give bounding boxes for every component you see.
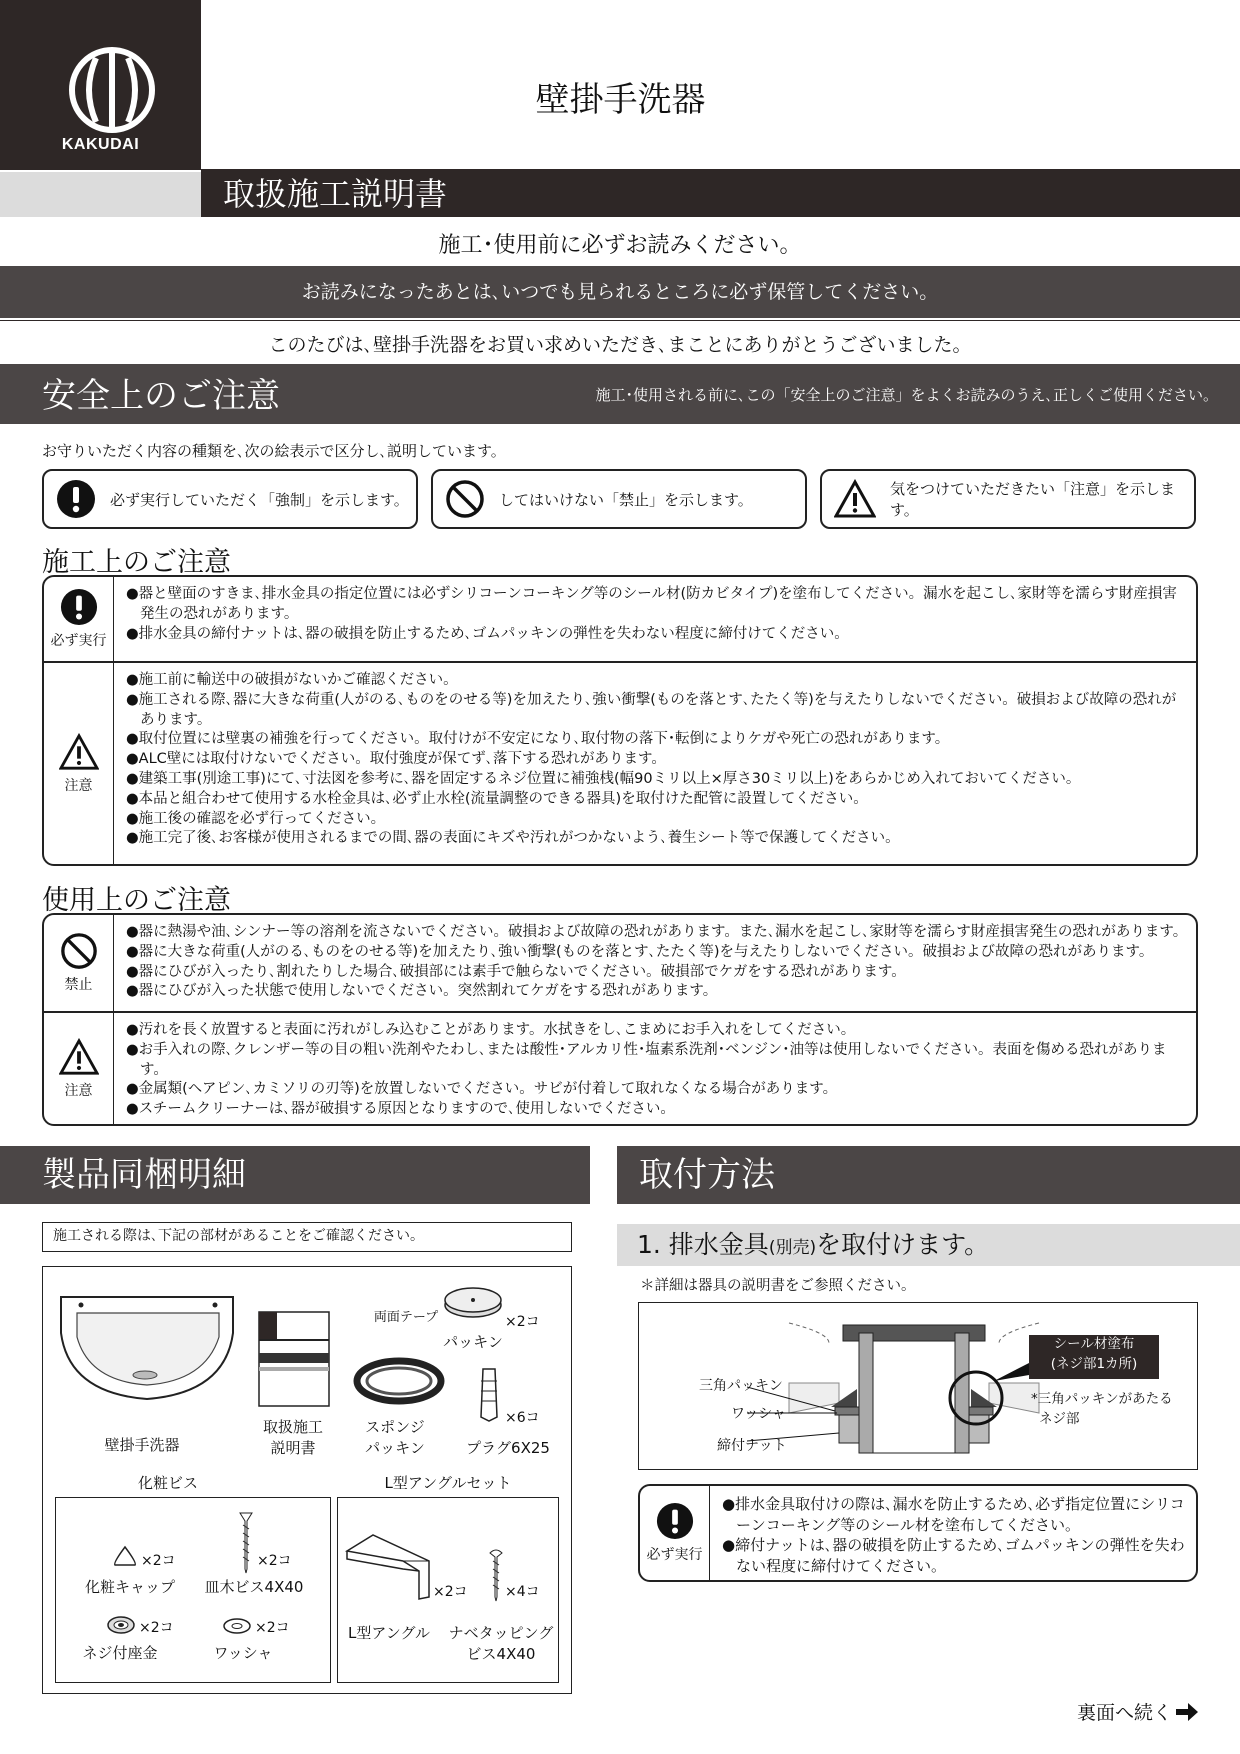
row-icon-cell	[44, 663, 114, 864]
row-icon-cell	[44, 1013, 114, 1124]
divider	[0, 320, 1240, 321]
drain-diagram	[638, 1302, 1198, 1470]
row-text	[710, 1486, 1196, 1580]
sponge-packing-image	[353, 1353, 445, 1409]
angle-qty: ×2コ	[433, 1584, 468, 1600]
tapping-screw-label-line2: ビス4X40	[466, 1645, 536, 1663]
prohibited-icon	[60, 932, 98, 970]
exclamation-circle-icon	[60, 588, 98, 626]
row-icon-label: 禁止	[64, 977, 93, 993]
row-text	[114, 1013, 1196, 1124]
step1-caution-panel	[638, 1484, 1198, 1582]
kakudai-logo-icon	[66, 44, 158, 136]
warning-triangle-icon	[59, 733, 99, 771]
triangle-packing-label: 三角パッキン	[699, 1378, 783, 1394]
legend-caution	[820, 469, 1196, 529]
packing-qty: ×2コ	[505, 1314, 540, 1330]
exclamation-circle-icon	[656, 1502, 694, 1540]
washer-qty: ×2コ	[255, 1620, 290, 1636]
step1-main: 1. 排水金具	[637, 1230, 769, 1259]
seal-label-line2: (ネジ部1カ所)	[1050, 1356, 1138, 1372]
thanks-message: このたびは､壁掛手洗器をお買い求めいただき､まことにありがとうございました。	[268, 334, 972, 356]
tape-label: 両面テープ	[373, 1310, 439, 1325]
parts-note: 施工される際は､下記の部材があることをご確認ください。	[42, 1222, 572, 1252]
legend-mandatory-text: 必ず実行していただく「強制」を示します。	[110, 490, 409, 509]
list-item: ●施工前に輸送中の破損がないかご確認ください。	[126, 672, 458, 688]
cap-qty: ×2コ	[141, 1553, 176, 1569]
tapping-screw-label-line1: ナベタッピング	[448, 1624, 554, 1642]
manual-label-line2: 説明書	[270, 1439, 316, 1457]
list-item: ●施工完了後､お客様が使用されるまでの間､器の表面にキズや汚れがつかないよう､養生シート等で保護してください。	[126, 830, 900, 847]
list-item: ●取付位置には壁裏の補強を行ってください。取付けが不安定になり､取付物の落下･転倒によりケガや死亡の恐れがあります。	[126, 731, 950, 748]
step1-note: ＊詳細は器具の説明書をご参照ください。	[640, 1278, 916, 1294]
seal-note-line1: *三角パッキンがあたる	[1031, 1391, 1173, 1407]
list-item: ●排水金具取付けの際は､漏水を防止するため､必ず指定位置にシリコーンコーキング等のシール材を塗布してください。	[722, 1495, 1185, 1534]
l-angle-image	[343, 1531, 431, 1601]
list-item: ●器に熱湯や油､シンナー等の溶剤を流さないでください。破損および故障の恐れがあります。また､漏水を起こし､家財等を濡らす財産損害発生の恐れがあります。	[126, 924, 1188, 940]
caution-row-prohibited	[44, 915, 1196, 1013]
seat-label: ネジ付座金	[82, 1644, 158, 1662]
list-item: ●お手入れの際､クレンザー等の目の粗い洗剤やたわし､または酸性･アルカリ性･塩素系洗剤･ベンジン･油等は使用しないでください。表面を傷める恐れがあります。	[126, 1041, 1167, 1078]
manual-title: 取扱施工説明書	[201, 172, 1240, 217]
use-cautions-heading: 使用上のご注意	[42, 885, 231, 916]
caution-row-mandatory	[44, 577, 1196, 663]
list-item: ●締付ナットは､器の破損を防止するため､ゴムパッキンの弾性を失わない程度に締付けてください。	[722, 1536, 1185, 1575]
basin-image	[55, 1293, 239, 1403]
read-before-notice: 施工･使用前に必ずお読みください。	[438, 233, 802, 258]
seat-qty: ×2コ	[139, 1620, 174, 1636]
row-text	[114, 663, 1196, 864]
row-icon-cell	[44, 915, 114, 1011]
warning-triangle-icon	[59, 1038, 99, 1076]
row-icon-label: 必ず実行	[50, 633, 107, 649]
prohibited-icon	[445, 479, 485, 519]
step1-heading	[617, 1224, 1240, 1266]
legend-prohibited	[431, 469, 807, 529]
arrow-right-icon	[1176, 1703, 1198, 1721]
list-item: ●金属類(ヘアピン､カミソリの刃等)を放置しないでください。サビが付着して取れなくなる場合があります。	[126, 1081, 838, 1098]
safety-header	[0, 364, 1240, 424]
use-cautions-panel	[42, 913, 1198, 1126]
tapping-screw-image	[489, 1549, 503, 1603]
plug-qty: ×6コ	[505, 1410, 540, 1426]
row-text	[114, 577, 1196, 661]
install-title: 取付方法	[617, 1146, 1240, 1204]
plug-label: プラグ6X25	[466, 1439, 550, 1457]
legend-intro: お守りいただく内容の種類を､次の絵表示で区分し､説明しています。	[42, 442, 506, 460]
manual-label-line1: 取扱施工	[262, 1418, 323, 1436]
list-item: ●器にひびが入ったり､割れたりした場合､破損部には素手で触らないでください。破損部でケガをする恐れがあります。	[126, 963, 906, 980]
parts-box	[42, 1266, 572, 1694]
legend-caution-text: 気をつけていただきたい「注意」を示します。	[890, 480, 1176, 519]
step1-sold-separately: (別売)	[768, 1238, 817, 1258]
dish-screw-label: 皿木ビス4X40	[204, 1578, 304, 1596]
product-title: 壁掛手洗器	[535, 80, 706, 120]
list-item: ●排水金具の締付ナットは､器の破損を防止するため､ゴムパッキンの弾性を失わない程度に締付けてください。	[126, 625, 849, 642]
row-icon-cell	[640, 1486, 710, 1580]
dish-screw-image	[239, 1511, 253, 1575]
row-icon-label: 必ず実行	[646, 1547, 703, 1563]
dish-screw-qty: ×2コ	[257, 1553, 292, 1569]
screw-set-title: 化粧ビス	[137, 1474, 198, 1492]
row-icon-cell	[44, 577, 114, 661]
install-cautions-panel	[42, 575, 1198, 866]
list-item: ●汚れを長く放置すると表面に汚れがしみ込むことがあります。水拭きをし､こまめにお手入れをしてください。	[126, 1022, 856, 1038]
caution-row-caution	[44, 1013, 1196, 1124]
list-item: ●本品と組合わせて使用する水栓金具は､必ず止水栓(流量調整のできる器具)を取付けた配管に設置してください。	[126, 790, 868, 807]
seal-label-line1: シール材塗布	[1053, 1336, 1135, 1352]
manual-bar-accent	[0, 172, 201, 217]
plug-image	[477, 1367, 501, 1423]
continue-text: 裏面へ続く	[1076, 1702, 1172, 1724]
continue-on-back	[1077, 1698, 1198, 1725]
cap-image	[111, 1545, 139, 1567]
seal-note-line2: ネジ部	[1039, 1411, 1080, 1427]
washer-image	[223, 1617, 251, 1635]
manual-booklet-image	[258, 1311, 330, 1407]
sponge-label-line1: スポンジ	[365, 1418, 425, 1436]
basin-label: 壁掛手洗器	[104, 1436, 180, 1454]
warning-triangle-icon	[834, 479, 876, 519]
washer-label: ワッシャ	[731, 1406, 787, 1422]
row-icon-label: 注意	[64, 1082, 93, 1099]
step1-tail: を取付けます。	[816, 1230, 990, 1259]
keep-notice: お読みになったあとは､いつでも見られるところに必ず保管してください。	[0, 266, 1240, 318]
packing-label: パッキン	[443, 1333, 503, 1351]
caution-row-caution	[44, 663, 1196, 864]
safety-title: 安全上のご注意	[42, 376, 280, 416]
angle-set-title: L型アングルセット	[384, 1474, 512, 1492]
list-item: ●器に大きな荷重(人がのる､ものをのせる等)を加えたり､強い衝撃(ものを落とす､たたく等)を与えたりしないでください。破損および故障の恐れがあります。	[126, 943, 1154, 960]
caution-row-mandatory	[640, 1486, 1196, 1580]
washer-label: ワッシャ	[213, 1644, 273, 1662]
nut-label: 締付ナット	[717, 1438, 787, 1454]
sponge-label-line2: パッキン	[365, 1439, 425, 1457]
legend-mandatory	[42, 469, 418, 529]
list-item: ●スチームクリーナーは､器が破損する原因となりますので､使用しないでください。	[126, 1101, 675, 1118]
tapping-screw-qty: ×4コ	[505, 1584, 540, 1600]
exclamation-circle-icon	[56, 479, 96, 519]
brand-name: KAKUDAI	[61, 136, 140, 153]
row-icon-label: 注意	[64, 777, 93, 794]
list-item: ●器と壁面のすきま､排水金具の指定位置には必ずシリコーンコーキング等のシール材(防カビタイプ)を塗布してください。漏水を起こし､家財等を濡らす財産損害発生の恐れがあります。	[126, 586, 1177, 622]
safety-note: 施工･使用される前に､この「安全上のご注意」をよくお読みのうえ､正しくご使用ください。	[595, 386, 1218, 404]
list-item: ●器にひびが入った状態で使用しないでください。突然割れてケガをする恐れがあります。	[126, 983, 718, 1000]
list-item: ●建築工事(別途工事)にて､寸法図を参考に､器を固定するネジ位置に補強桟(幅90ミリ以上×厚さ30ミリ以上)をあらかじめ入れておいてください。	[126, 770, 1081, 787]
seat-washer-image	[107, 1615, 135, 1635]
parts-title: 製品同梱明細	[0, 1146, 590, 1204]
list-item: ●施工される際､器に大きな荷重(人がのる､ものをのせる等)を加えたり､強い衝撃(ものを落とす､たたく等)を与えたりしないでください。破損および故障の恐れがあります。	[126, 691, 1177, 728]
angle-label: L型アングル	[347, 1624, 430, 1642]
packing-disc-image	[443, 1285, 503, 1319]
row-text	[114, 915, 1195, 1011]
install-cautions-heading: 施工上のご注意	[42, 547, 231, 578]
legend-prohibited-text: してはいけない「禁止」を示します。	[499, 490, 753, 509]
list-item: ●施工後の確認を必ず行ってください。	[126, 810, 386, 827]
cap-label: 化粧キャップ	[84, 1578, 175, 1596]
list-item: ●ALC壁には取付けないでください。取付強度が保てず､落下する恐れがあります。	[126, 751, 666, 768]
